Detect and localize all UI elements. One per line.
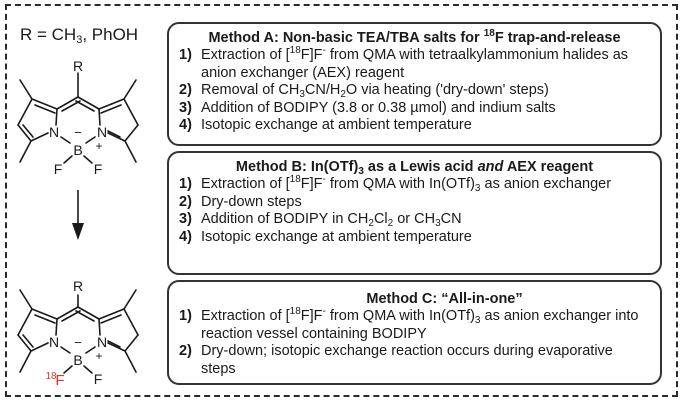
svg-text:F: F bbox=[93, 161, 103, 177]
svg-text:N: N bbox=[96, 334, 108, 350]
svg-text:B: B bbox=[73, 352, 83, 368]
svg-text:N: N bbox=[48, 334, 60, 350]
method-b-box bbox=[167, 151, 662, 275]
method-b-step-4: 4) Isotopic exchange at ambient temperature bbox=[179, 228, 472, 245]
svg-text:N: N bbox=[96, 124, 108, 140]
svg-text:−: − bbox=[74, 125, 82, 140]
r-def-prefix: R = CH bbox=[20, 25, 77, 44]
bodipy-structure-top bbox=[0, 0, 160, 200]
svg-text:R: R bbox=[72, 278, 84, 294]
boron-label: B bbox=[73, 142, 83, 158]
method-a-step-4: 4) Isotopic exchange at ambient temperature bbox=[179, 117, 472, 133]
method-b-step-3: 3) Addition of BODIPY in $CH_2Cl_2$ or $CH_3CN$ bbox=[179, 211, 462, 229]
svg-text:−: − bbox=[74, 335, 82, 350]
isotope-18-label: 18 bbox=[45, 371, 57, 382]
method-c-step-2: 2) Dry-down; isotopic exchange reaction occurs during evaporative steps bbox=[179, 343, 613, 377]
method-c-box bbox=[167, 280, 662, 385]
r-def-suffix: , PhOH bbox=[82, 25, 139, 44]
svg-text:F: F bbox=[53, 161, 63, 177]
method-a-title: Method A: Non-basic TEA/TBA salts for $^{18}$F trap-and-release bbox=[208, 28, 621, 46]
method-a-step-3: 3) Addition of BODIPY (3.8 or 0.38 µmol) and indium salts bbox=[179, 99, 556, 116]
method-a-step-1: 1) Extraction of [$^{18}$F]F- from QMA with tetraalkylammonium halides as anion exchanger (AEX) reagent bbox=[179, 45, 629, 81]
bodipy-structure-bottom-18f bbox=[0, 200, 160, 400]
fluorine-18-label: F bbox=[55, 372, 65, 389]
method-b-step-1: 1) Extraction of [$^{18}$F]F- from QMA with $In(OTf)_3$ as anion exchanger bbox=[179, 174, 612, 194]
method-b-step-2: 2) Dry-down steps bbox=[179, 193, 302, 210]
svg-text:+: + bbox=[95, 139, 103, 153]
svg-text:F: F bbox=[93, 371, 103, 387]
method-b-title: Method B: $In(OTf)_3$ as a Lewis acid and AEX reagent bbox=[235, 159, 594, 177]
method-a-box bbox=[167, 22, 662, 146]
method-c-title: Method C: “All-in-one” bbox=[366, 291, 523, 307]
method-c-step-1: 1) Extraction of [$^{18}$F]F- from QMA with $In(OTf)_3$ as anion exchanger into reaction vessel containing BODIPY bbox=[179, 306, 639, 342]
substituent-r-label: R bbox=[72, 58, 84, 74]
method-a-step-2: 2) Removal of $CH_3CN/H_2O$ via heating ('dry-down' steps) bbox=[179, 82, 549, 100]
svg-text:N: N bbox=[48, 124, 60, 140]
svg-text:+: + bbox=[95, 349, 103, 363]
r-def-subscript: 3 bbox=[76, 34, 83, 46]
